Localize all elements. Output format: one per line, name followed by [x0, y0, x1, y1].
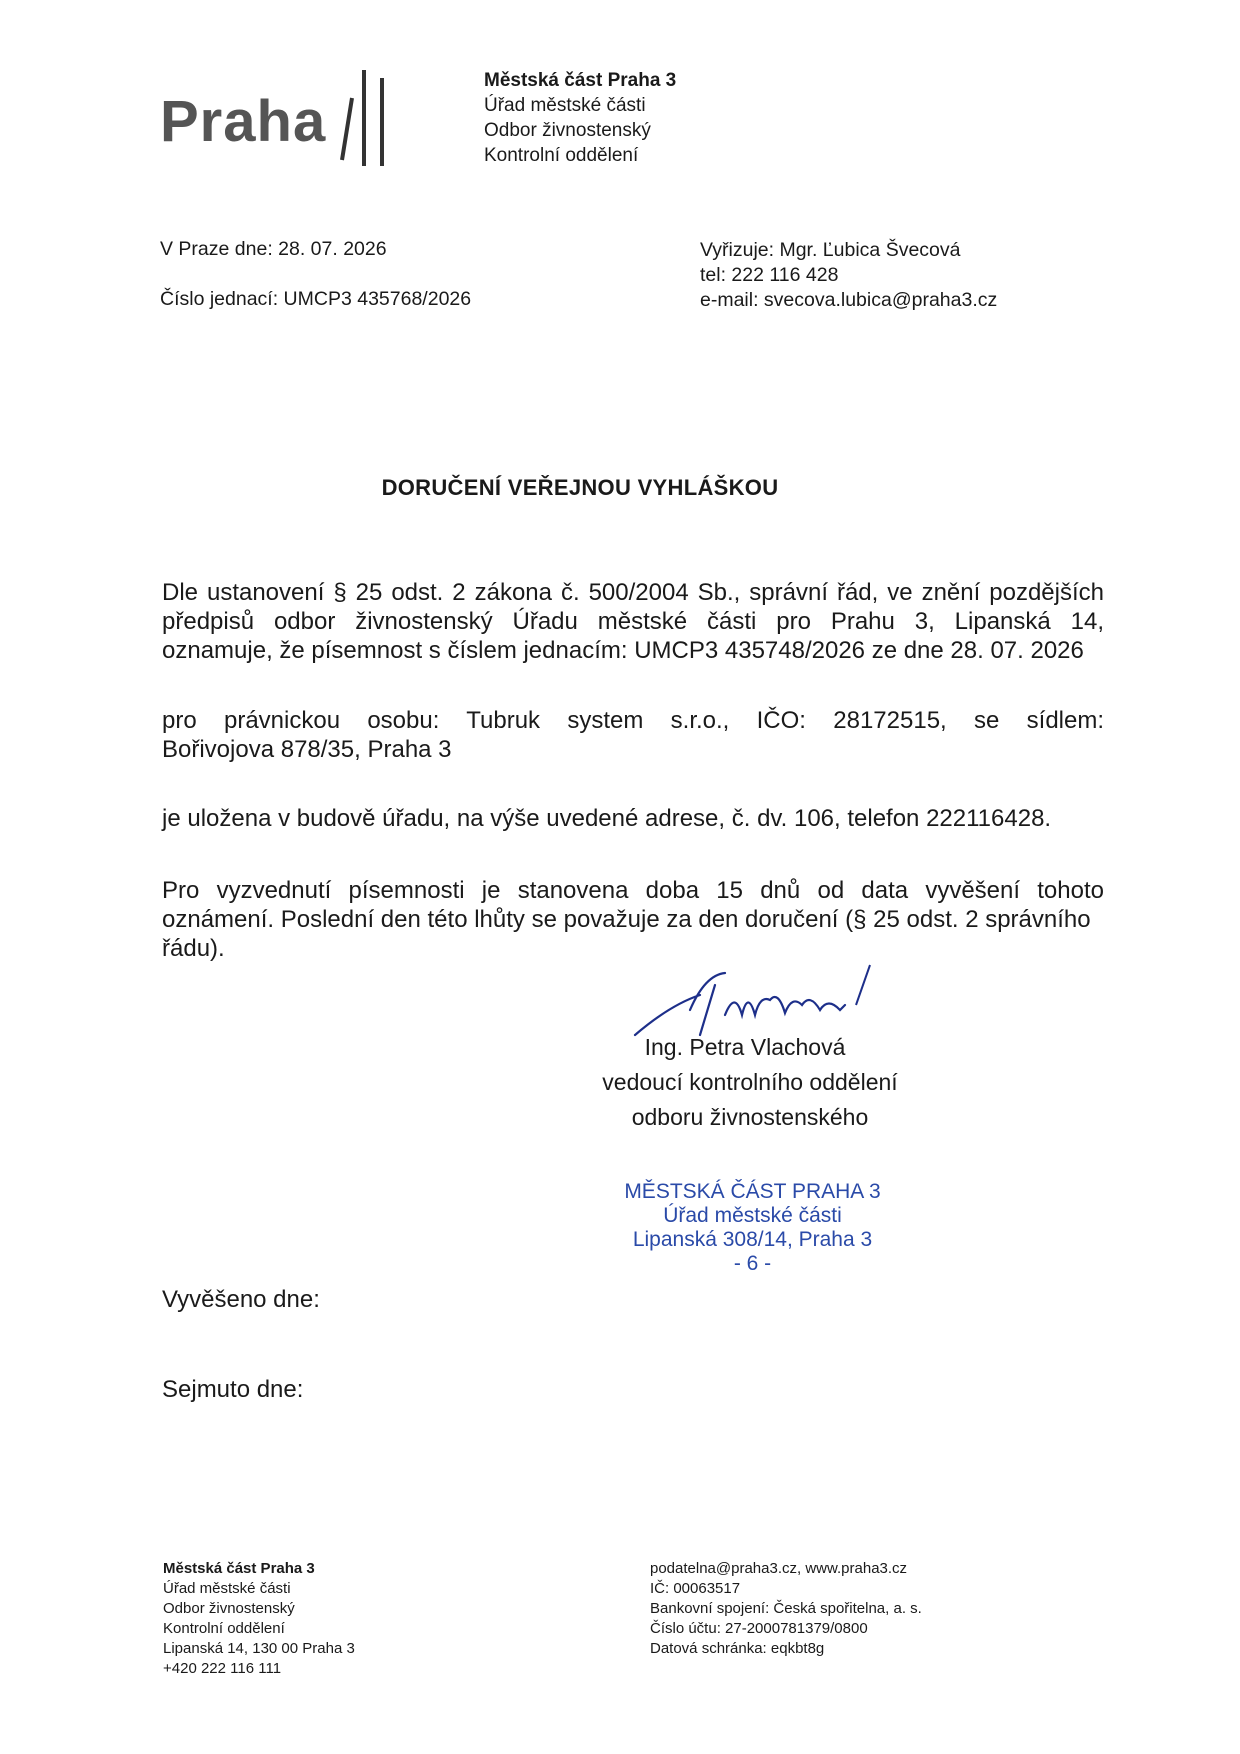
paragraph-line: oznamuje, že písemnost s číslem jednacím: UMCP3 435748/2026 ze dne 28. 07. 2026 — [162, 637, 1084, 664]
stamp-line: Lipanská 308/14, Praha 3 — [632, 1228, 873, 1251]
document-title: DORUČENÍ VEŘEJNOU VYHLÁŠKOU — [381, 475, 779, 500]
removed-date-label: Sejmuto dne: — [162, 1376, 304, 1403]
footer-line: Kontrolní oddělení — [163, 1620, 285, 1637]
paragraph-line: řádu). — [162, 935, 225, 962]
praha-logo-text: Praha — [160, 89, 327, 154]
signature-block — [560, 1030, 940, 1135]
meta-right — [700, 238, 997, 313]
handler-phone: tel: 222 116 428 — [700, 264, 839, 286]
paragraph-line: pro právnickou osobu: Tubruk system s.r.o., IČO: 28172515, se sídlem: — [162, 707, 1104, 734]
footer-line: Datová schránka: eqkbt8g — [650, 1640, 825, 1657]
footer-contact — [650, 1559, 922, 1659]
signatory-role: vedoucí kontrolního oddělení — [602, 1069, 898, 1095]
paragraph-line: Pro vyzvednutí písemnosti je stanovena doba 15 dnů od data vyvěšení tohoto — [162, 877, 1104, 904]
praha-logo-bars-icon — [330, 68, 400, 168]
paragraph-legal-basis — [162, 578, 1104, 665]
footer-line: podatelna@praha3.cz, www.praha3.cz — [650, 1560, 908, 1577]
paragraph-storage — [162, 804, 1104, 833]
paragraph-pickup-period — [162, 876, 1104, 963]
stamp-line: Úřad městské části — [663, 1204, 842, 1227]
footer-line: Odbor živnostenský — [163, 1600, 295, 1617]
header-line: Úřad městské části — [484, 95, 646, 116]
paragraph-recipient — [162, 706, 1104, 764]
paragraph-line: Dle ustanovení § 25 odst. 2 zákona č. 500/2004 Sb., správní řád, ve znění pozdějších — [162, 579, 1104, 606]
signatory-department: odboru živnostenského — [631, 1104, 869, 1130]
header-line: Odbor živnostenský — [484, 120, 651, 141]
paragraph-line: oznámení. Poslední den této lhůty se považuje za den doručení (§ 25 odst. 2 správního — [162, 906, 1091, 933]
header-line: Kontrolní oddělení — [484, 145, 639, 166]
footer-line: Číslo účtu: 27-2000781379/0800 — [650, 1620, 868, 1637]
signatory-name: Ing. Petra Vlachová — [644, 1034, 846, 1060]
posted-date-label: Vyvěšeno dne: — [162, 1286, 320, 1313]
stamp-line: MĚSTSKÁ ČÁST PRAHA 3 — [624, 1180, 881, 1203]
footer-line: Úřad městské části — [163, 1580, 291, 1597]
footer-line: +420 222 116 111 — [163, 1660, 282, 1677]
paragraph-line: Bořivojova 878/35, Praha 3 — [162, 736, 452, 763]
footer-address — [163, 1559, 355, 1679]
document-date: V Praze dne: 28. 07. 2026 — [160, 238, 387, 260]
stamp-line: - 6 - — [733, 1252, 772, 1275]
meta-left — [160, 238, 471, 311]
header-line: Městská část Praha 3 — [484, 70, 677, 91]
footer-line: Lipanská 14, 130 00 Praha 3 — [163, 1640, 355, 1657]
footer-line: Městská část Praha 3 — [163, 1560, 315, 1577]
footer-line: Bankovní spojení: Česká spořitelna, a. s. — [650, 1600, 922, 1617]
office-header — [484, 68, 676, 168]
handler-email: e-mail: svecova.lubica@praha3.cz — [700, 289, 998, 311]
paragraph-line: předpisů odbor živnostenský Úřadu městské části pro Prahu 3, Lipanská 14, — [162, 608, 1104, 635]
office-stamp — [580, 1180, 925, 1276]
handler-name: Vyřizuje: Mgr. Ľubica Švecová — [700, 239, 961, 261]
footer-line: IČ: 00063517 — [650, 1580, 741, 1597]
paragraph-line: je uložena v budově úřadu, na výše uvedené adrese, č. dv. 106, telefon 222116428. — [162, 805, 1052, 832]
reference-number: Číslo jednací: UMCP3 435768/2026 — [160, 288, 472, 310]
